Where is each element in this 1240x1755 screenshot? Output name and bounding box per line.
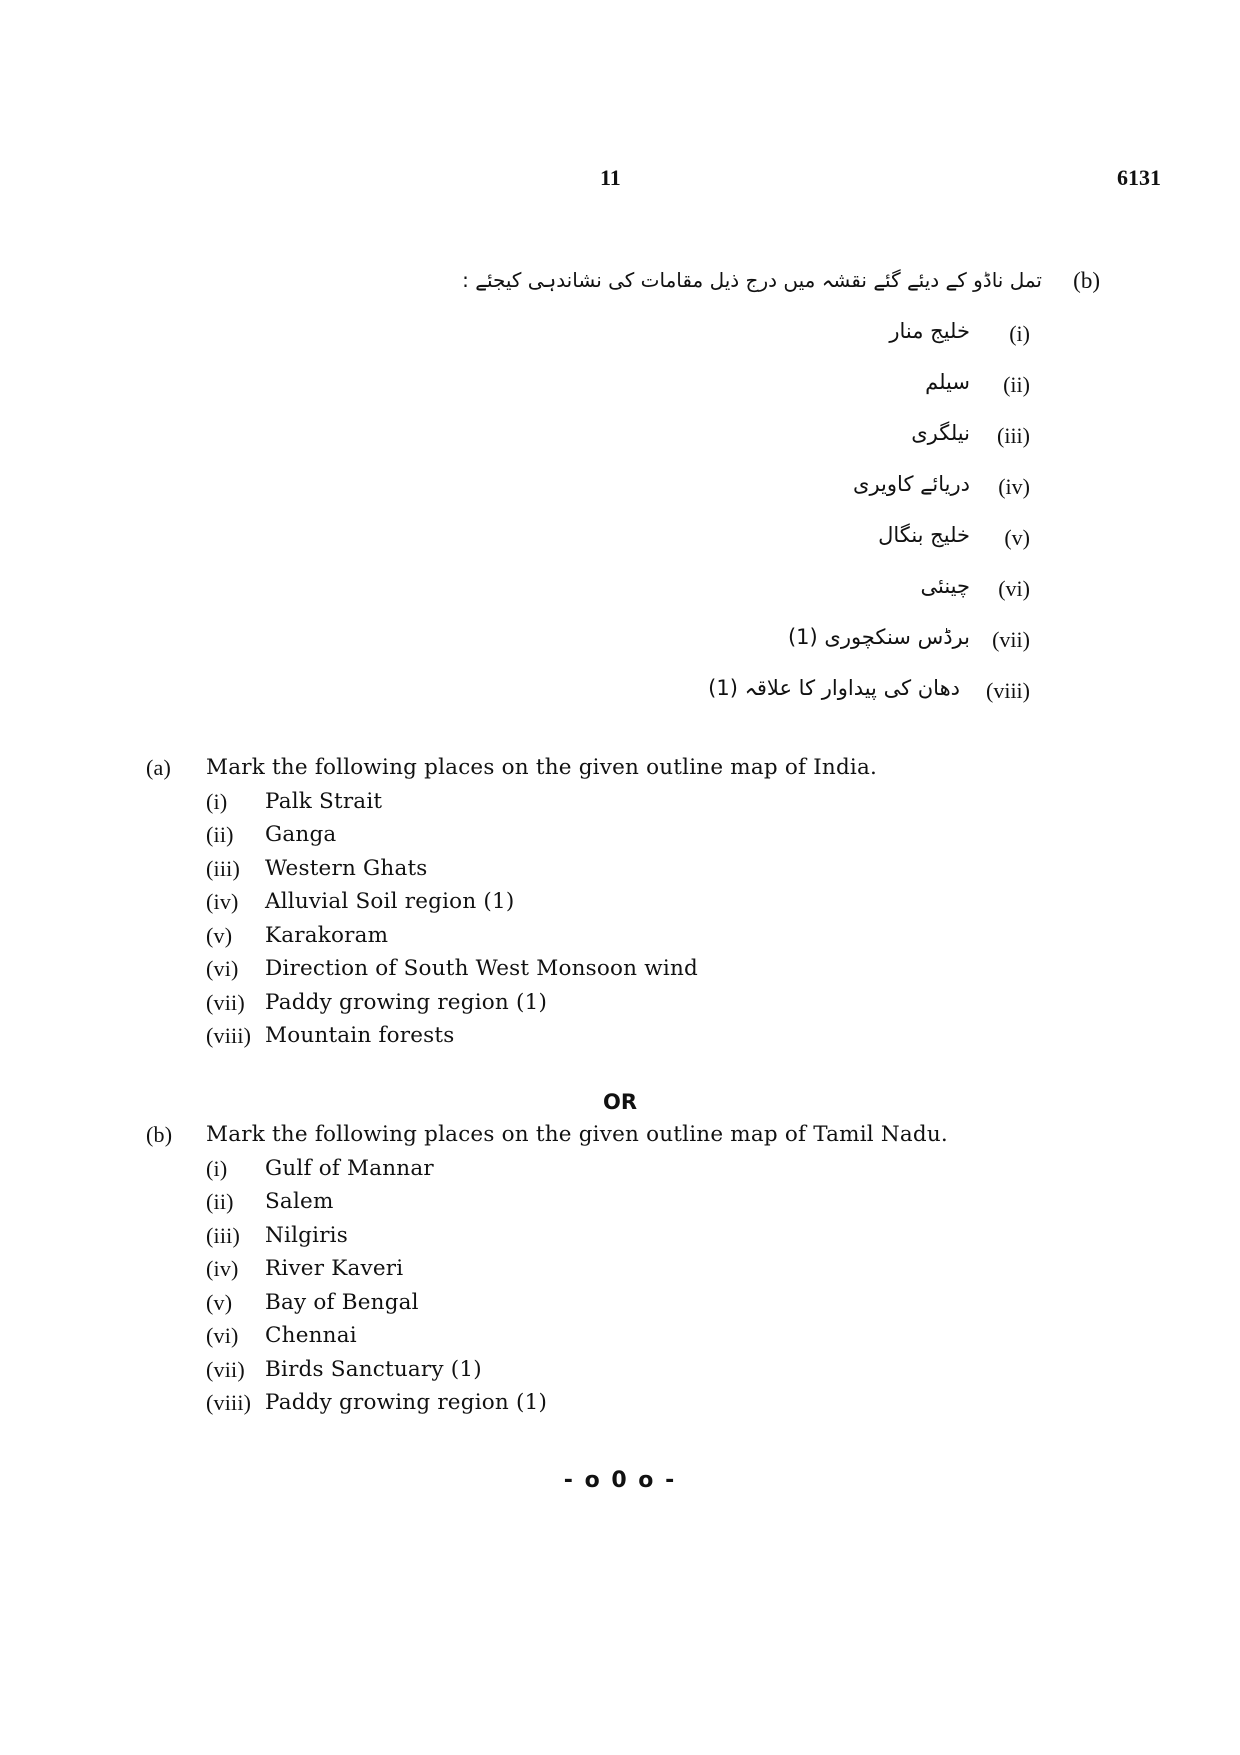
urdu-item-text: نیلگری [911,421,970,445]
list-item [146,1390,1106,1424]
list-item [146,1357,1106,1391]
item-number: (iii) [206,1222,240,1248]
question-section-a [146,755,1106,1057]
item-text: Ganga [265,822,337,847]
urdu-list-item [540,370,1100,421]
list-item [146,1223,1106,1257]
item-text: Nilgiris [265,1222,348,1248]
list-item [146,990,1106,1024]
item-text: Alluvial Soil region (1) [265,889,515,914]
question-section-b [146,1122,1106,1424]
item-text: Western Ghats [265,855,428,881]
item-text: Birds Sanctuary (1) [265,1356,482,1382]
list-item [146,956,1106,990]
page-number: 11 [600,165,621,190]
list-item [146,856,1106,890]
item-number: (viii) [206,1390,252,1415]
list-item [146,1323,1106,1357]
list-item [146,789,1106,823]
question-prompt: Mark the following places on the given outline map of Tamil Nadu. [206,1122,948,1147]
item-text: River Kaveri [265,1256,404,1281]
urdu-question-marker: (b) [1073,268,1100,293]
list-item [146,1189,1106,1223]
item-number: (vii) [206,1356,245,1382]
paper-code: 6131 [1117,165,1161,190]
item-text: Paddy growing region (1) [265,1390,548,1415]
list-item [146,822,1106,856]
list-item [146,1023,1106,1057]
urdu-list-item [540,676,1100,727]
question-prompt-row [146,1122,1106,1156]
urdu-item-text: خلیج بنگال [878,523,970,547]
question-marker: (b) [146,1122,173,1147]
item-number: (vii) [206,989,245,1015]
urdu-item-text: دریائے کاویری [853,472,970,496]
list-item [146,889,1106,923]
list-item [146,1256,1106,1290]
urdu-list-item [540,523,1100,574]
urdu-item-number: (i) [1009,321,1030,346]
urdu-question-heading: تمل ناڈو کے دیئے گئے نقشہ میں درج ذیل مقامات کی نشاندہی کیجئے : [462,268,1042,292]
urdu-list-item [540,625,1100,676]
item-number: (v) [206,1289,233,1315]
item-number: (vi) [206,1323,239,1348]
urdu-list-item [540,319,1100,370]
urdu-item-text: دھان کی پیداوار کا علاقہ (1) [708,676,960,700]
item-number: (v) [206,922,233,948]
question-prompt: Mark the following places on the given outline map of India. [206,755,878,780]
item-text: Salem [265,1189,334,1214]
item-number: (vi) [206,956,239,981]
item-text: Mountain forests [265,1023,455,1048]
list-item [146,1156,1106,1190]
urdu-list-item [540,472,1100,523]
item-text: Bay of Bengal [265,1289,419,1315]
question-marker: (a) [146,755,172,780]
item-text: Palk Strait [265,788,383,814]
item-text: Gulf of Mannar [265,1155,434,1181]
urdu-item-number: (v) [1004,525,1030,550]
urdu-list-item [540,421,1100,472]
urdu-item-number: (iii) [997,423,1030,448]
urdu-item-number: (vi) [998,576,1030,601]
item-number: (i) [206,788,228,814]
item-number: (iv) [206,1256,239,1281]
item-number: (viii) [206,1023,252,1048]
urdu-item-number: (iv) [998,474,1030,499]
urdu-item-text: خلیج منار [889,319,970,343]
urdu-item-text: سیلم [925,370,970,394]
or-separator: OR [602,1090,638,1114]
urdu-list-item [540,574,1100,625]
item-number: (iii) [206,855,240,881]
item-number: (i) [206,1155,228,1181]
urdu-item-number: (ii) [1003,372,1030,397]
urdu-question-heading-row [462,268,1100,319]
end-of-paper-mark: - o 0 o - [563,1468,677,1493]
item-number: (ii) [206,822,234,847]
item-text: Direction of South West Monsoon wind [265,956,698,981]
item-text: Karakoram [265,922,389,948]
urdu-item-text: چینئی [920,574,970,598]
urdu-item-number: (vii) [992,627,1030,652]
urdu-item-number: (viii) [986,678,1030,703]
urdu-item-text: برڈس سنکچوری (1) [787,625,970,649]
item-text: Chennai [265,1323,357,1348]
question-prompt-row [146,755,1106,789]
item-number: (iv) [206,889,239,914]
list-item [146,1290,1106,1324]
urdu-question-section [462,268,1100,727]
item-text: Paddy growing region (1) [265,989,548,1015]
item-number: (ii) [206,1189,234,1214]
list-item [146,923,1106,957]
